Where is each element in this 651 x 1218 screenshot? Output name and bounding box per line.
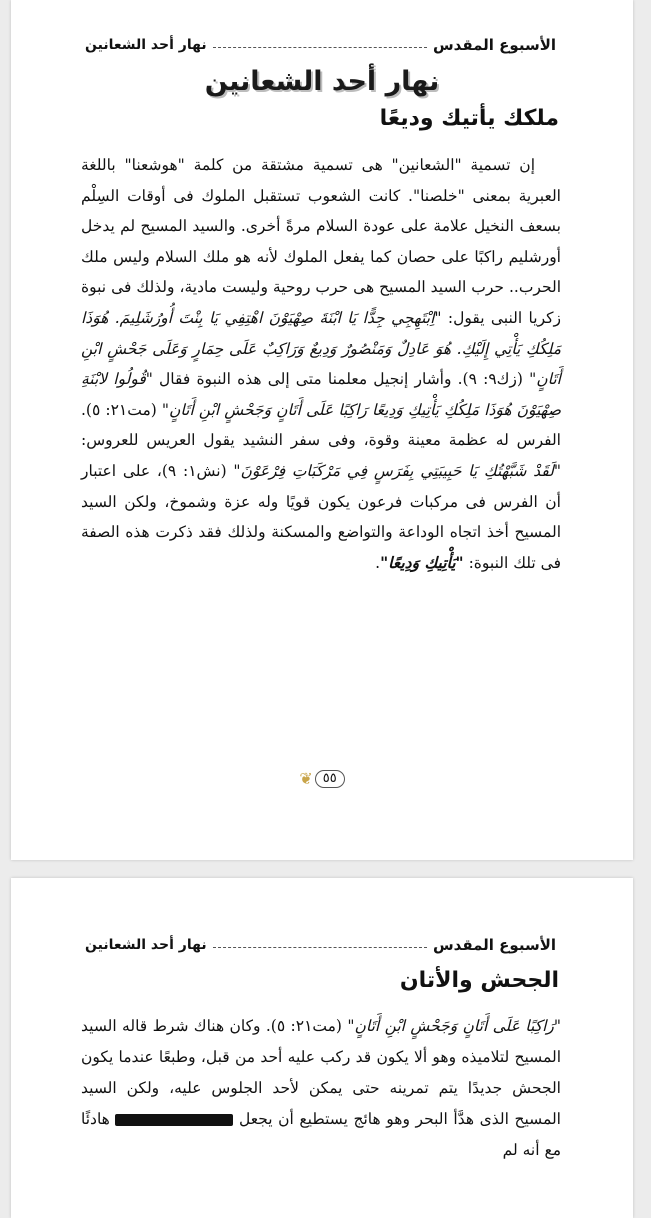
scripture-quote: "لَقَدْ شَبَّهْتُكِ يَا حَبِيبَتِي بِفَرَسٍ فِي مَرْكَبَاتِ فِرْعَوْنَ" xyxy=(233,461,561,480)
text-run: هادئًا مع أنه لم xyxy=(81,1110,561,1159)
body-text xyxy=(81,1011,561,1166)
page-number-area xyxy=(11,770,633,788)
scripture-quote: "اِبْتَهِجِي جِدًّا يَا ابْنَةَ صِهْيَوْنَ اهْتِفِي يَا بِنْتَ أُورُشَلِيمَ. هُوَذَا مَلِكُكِ يَأْتِي إِلَيْكِ. هُوَ عَادِلٌ وَمَنْصُورٌ وَدِيعٌ وَرَاكِبٌ عَلَى حِمَارٍ وَعَلَى جَحْشٍ ابْنِ أَتَانٍ" xyxy=(81,308,561,389)
flourish-ornament-icon: ❦ xyxy=(299,769,313,788)
document-page-1 xyxy=(11,0,633,860)
page-number: ٥٥ xyxy=(315,770,345,788)
running-header xyxy=(85,33,556,57)
scripture-quote: "قُولُوا لابْنَةِ صِهْيَوْنَ هُوَذَا مَلِكُكِ يَأْتِيكِ وَدِيعًا رَاكِبًا عَلَى أَتَانٍ وَجَحْشٍ ابْنِ أَتَانٍ" xyxy=(81,370,561,419)
header-leader-line xyxy=(213,947,427,948)
scripture-quote-emphasis: "يَأْتِيكِ وَدِيعًا" xyxy=(380,552,464,572)
scripture-quote: "رَاكِبًا عَلَى أَتَانٍ وَجَحْشٍ ابْنِ أَتَانٍ" xyxy=(347,1017,561,1035)
text-run: . xyxy=(375,553,381,572)
header-leader-line xyxy=(213,47,427,48)
document-page-2 xyxy=(11,878,633,1218)
header-section-title: نهار أحد الشعانين xyxy=(85,937,207,953)
header-book-title: الأسبوع المقدس xyxy=(432,36,556,54)
paragraph xyxy=(81,150,561,578)
text-run: (نش١: ٩)، على اعتبار أن الفرس فى مركبات فرعون يكون قويًا وله عزة وشموخ، ولكن السيد المسيح أخذ اتجاه الوداعة والتواضع والمسكنة ولذلك فقد ذكرت هذه الصفة فى تلك النبوة: xyxy=(81,461,561,572)
header-book-title: الأسبوع المقدس xyxy=(432,936,556,954)
section-title: ملكك يأتيك وديعًا xyxy=(379,106,559,131)
redaction-mark xyxy=(115,1114,233,1126)
chapter-title: نهار أحد الشعانين xyxy=(204,66,440,97)
section-title: الجحش والأتان xyxy=(399,968,559,993)
header-section-title: نهار أحد الشعانين xyxy=(85,37,207,53)
text-run: (مت٢١: ٥). الفرس له عظمة معينة وقوة، وفى سفر النشيد يقول العريس للعروس: xyxy=(81,400,561,450)
text-run: (زك٩: ٩). وأشار إنجيل معلمنا متى إلى هذه النبوة فقال xyxy=(152,370,530,389)
paragraph xyxy=(81,1011,561,1166)
text-run: إن تسمية "الشعانين" هى تسمية مشتقة من كلمة "هوشعنا" باللغة العبرية بمعنى "خلصنا". كانت الشعوب تستقبل الملوك فى أوقات السِلْم بسعف النخيل علامة على عودة السلام مرةً أخرى. والسيد المسيح لم يدخل أورشليم راكبًا على حصان كما يفعل الملوك لأنه هو ملك السلام وليس ملك الحرب.. حرب السيد المسيح هى حرب روحية وليست مادية، ولذلك فى نبوة زكريا النبى يقول: xyxy=(81,156,561,327)
running-header xyxy=(85,933,556,957)
body-text xyxy=(81,150,561,578)
text-run: (مت٢١: ٥). وكان هناك شرط قاله السيد المسيح لتلاميذه وهو ألا يكون قد ركب عليه أحد من قبل، وطبعًا عندما يكون الجحش جديدًا يتم تمرينه حتى يمكن لأحد الجلوس عليه، ولكن السيد المسيح الذى هدَّأ البحر وهو هائج يستطيع أن يجعل xyxy=(81,1017,561,1128)
